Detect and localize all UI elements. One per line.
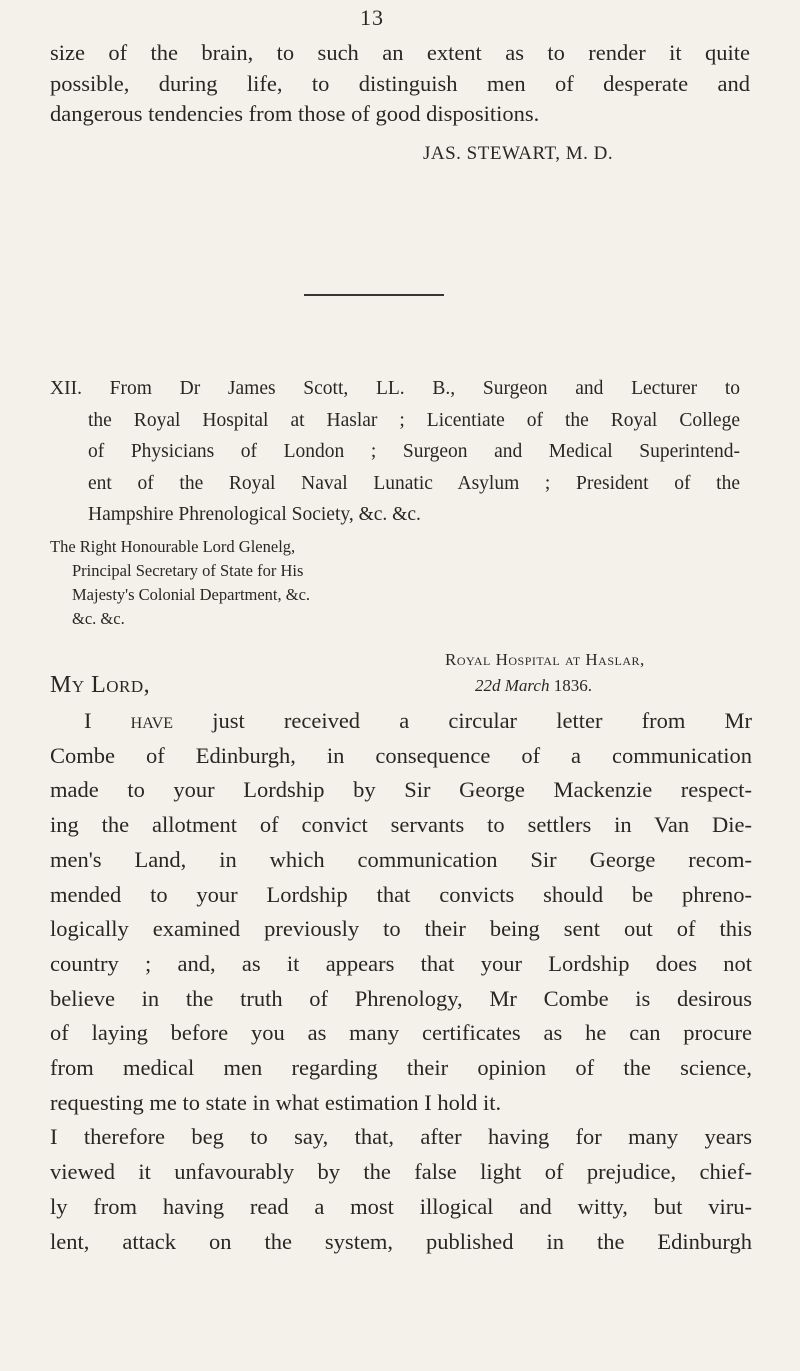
text-line-rest: just received a circular letter from Mr: [173, 708, 752, 733]
text-line: believe in the truth of Phrenology, Mr Combe is desirous: [50, 985, 752, 1011]
text-line: I therefore beg to say, that, after having for many years: [50, 1124, 752, 1150]
text-line: lent, attack on the system, published in the Edinburgh: [50, 1228, 752, 1254]
date-year: 1836.: [553, 676, 592, 695]
text-line: Hampshire Phrenological Society, &c. &c.: [88, 504, 421, 526]
text-line: of Physicians of London ; Surgeon and Medical Superintend-: [88, 441, 740, 463]
page-number: 13: [360, 5, 384, 30]
opening-paragraph: [50, 38, 750, 130]
text-line: of laying before you as many certificates as he can procure: [50, 1020, 752, 1046]
text-line: men's Land, in which communication Sir George recom-: [50, 846, 752, 872]
text-line: the Royal Hospital at Haslar ; Licentiate of the Royal College: [88, 409, 740, 431]
text-line: viewed it unfavourably by the false light of prejudice, chief-: [50, 1159, 752, 1185]
letter-address: [50, 535, 610, 631]
address-line: Principal Secretary of State for His: [72, 561, 304, 580]
text-line: dangerous tendencies from those of good dispositions.: [50, 101, 540, 126]
text-line: ly from having read a most illogical and witty, but viru-: [50, 1193, 752, 1219]
date-day: 22d March: [475, 676, 550, 695]
signature: JAS. STEWART, M. D.: [423, 143, 614, 164]
letter-place: Royal Hospital at Haslar,: [445, 650, 645, 669]
text-line: from medical men regarding their opinion of the science,: [50, 1055, 752, 1081]
text-line: XII. From Dr James Scott, LL. B., Surgeon and Lecturer to: [50, 378, 740, 399]
text-line: requesting me to state in what estimation I hold it.: [50, 1089, 502, 1115]
opening-caps: I have: [84, 708, 174, 733]
letter-date: [475, 676, 592, 696]
text-line: mended to your Lordship that convicts should be phreno-: [50, 881, 752, 907]
text-line: size of the brain, to such an extent as to render it quite: [50, 40, 750, 65]
text-line: ing the allotment of convict servants to settlers in Van Die-: [50, 812, 752, 838]
text-line: logically examined previously to their being sent out of this: [50, 916, 752, 942]
letter-body: [50, 704, 752, 1259]
text-line: country ; and, as it appears that your Lordship does not: [50, 950, 752, 976]
text-line: [50, 704, 752, 739]
address-line: Majesty's Colonial Department, &c.: [72, 585, 311, 604]
section-xii-heading: [50, 373, 740, 531]
address-line: &c. &c.: [72, 609, 125, 628]
text-line: made to your Lordship by Sir George Mackenzie respect-: [50, 777, 752, 803]
section-divider: [304, 294, 444, 296]
salutation: My Lord,: [50, 672, 151, 698]
text-line: possible, during life, to distinguish men of desperate and: [50, 70, 750, 96]
text-line: Combe of Edinburgh, in consequence of a communication: [50, 742, 752, 768]
address-line: The Right Honourable Lord Glenelg,: [50, 537, 296, 556]
text-line: ent of the Royal Naval Lunatic Asylum ; President of the: [88, 472, 740, 494]
